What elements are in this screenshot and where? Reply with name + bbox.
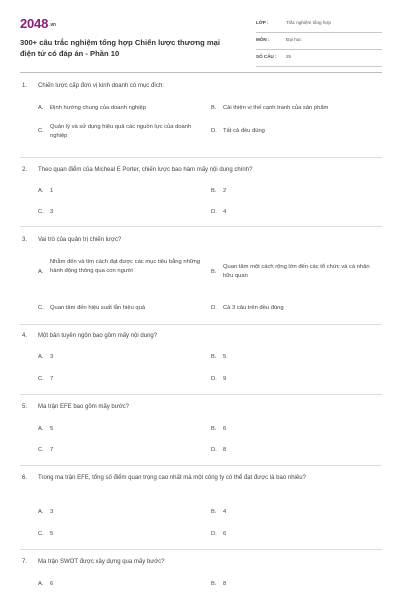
question-4 [20,332,382,394]
option-text: 9 [223,376,227,382]
option-letter: C. [38,305,44,311]
option-text: 2 [223,188,227,194]
question-number: 6. [22,475,28,481]
option-text: Định hướng chung của doanh nghiệp [50,105,146,111]
option-text: 6 [50,581,54,587]
document-meta [256,16,382,67]
option-letter: C. [38,209,44,215]
meta-row-class [256,16,382,33]
site-logo[interactable] [20,16,56,31]
option-letter: A. [38,354,44,360]
meta-row-count [256,50,382,67]
option-text: Quan tâm một cách rộng lớn đến các tổ chức và cá nhân hữu quan [223,264,370,279]
question-1 [20,82,382,158]
option-letter: D. [211,305,217,311]
option-letter: B. [211,581,217,587]
option-letter: D. [211,376,217,382]
question-number: 5. [22,404,28,410]
option-text: 6 [223,426,227,432]
option-letter: A. [38,509,44,515]
question-text: Ma trận EFE bao gồm mấy bước? [38,404,129,410]
question-divider [20,157,382,158]
logo-text: 2048 [20,16,49,31]
option-letter: C. [38,447,44,453]
question-5 [20,403,382,467]
meta-key: MÔN : [256,37,270,42]
option-letter: D. [211,209,217,215]
question-text: Vai trò của quản trị chiến lược? [38,237,122,243]
document-title: 300+ câu trắc nghiệm tổng hợp Chiến lược thương mại điện tử có đáp án - Phần 10 [20,38,220,58]
question-number: 7. [22,559,28,565]
meta-value: 25 [286,54,292,59]
option-text: Nhằm đến và tìm cách đạt được các mục tiêu bằng những hành động thông qua con người [50,259,201,274]
logo-domain: .vn [49,21,56,28]
option-text: 3 [50,209,54,215]
option-letter: C. [38,376,44,382]
option-letter: A. [38,269,44,275]
question-text: Trong ma trận EFE, tổng số điểm quan trọng cao nhất mà một công ty có thể đạt được là bao nhiêu? [38,475,306,481]
option-text: 4 [223,209,227,215]
page-header [20,16,382,76]
question-7 [20,558,382,598]
meta-value: Đại học [286,37,302,42]
option-text: 4 [223,509,227,515]
option-text: 6 [223,531,227,537]
option-text: 3 [50,354,54,360]
option-text: 3 [50,509,54,515]
question-divider [20,226,382,227]
option-text: Tất cả đều đúng [223,128,265,134]
option-text: 1 [50,188,54,194]
option-letter: C. [38,128,44,134]
question-number: 4. [22,333,28,339]
option-text: 8 [223,447,227,453]
question-2 [20,166,382,228]
option-text: 8 [223,581,227,587]
option-text: 5 [50,426,54,432]
option-letter: A. [38,581,44,587]
option-text: 5 [223,354,227,360]
question-divider [20,394,382,395]
question-text: Chiến lược cấp đơn vị kinh doanh có mục đích: [38,83,164,89]
option-text: Quan tâm đến hiệu suất lẫn hiệu quả [50,305,146,311]
option-letter: A. [38,426,44,432]
option-text: 7 [50,376,54,382]
option-letter: B. [211,105,217,111]
option-letter: D. [211,531,217,537]
option-text: Cả 3 câu trên đều đúng [223,305,284,311]
option-letter: B. [211,509,217,515]
meta-value: Trắc nghiệm tổng hợp [286,20,331,25]
meta-key: SỐ CÂU : [256,54,277,59]
question-number: 1. [22,83,28,89]
option-letter: A. [38,105,44,111]
question-text: Ma trận SWOT được xây dựng qua mấy bước? [38,559,165,565]
question-divider [20,465,382,466]
question-6 [20,474,382,550]
question-divider [20,549,382,550]
option-letter: A. [38,188,44,194]
option-text: Quản lý và sử dụng hiệu quả các nguồn lực của doanh nghiệp [50,124,192,139]
option-letter: B. [211,426,217,432]
question-text: Một bản tuyên ngôn bao gồm mấy nội dung? [38,333,158,339]
option-letter: D. [211,447,217,453]
option-text: 7 [50,447,54,453]
option-letter: B. [211,269,217,275]
option-letter: D. [211,128,217,134]
question-number: 3. [22,237,28,243]
option-letter: B. [211,188,217,194]
header-divider [20,72,382,73]
question-text: Theo quan điểm của Micheal E Porter, chiến lược bao hàm mấy nội dung chính? [38,167,253,173]
option-letter: C. [38,531,44,537]
option-letter: B. [211,354,217,360]
meta-row-subject [256,33,382,50]
question-divider [20,324,382,325]
option-text: Cải thiện vị thế cạnh tranh của sản phẩm [223,105,329,111]
option-text: 5 [50,531,54,537]
meta-key: LỚP : [256,20,269,25]
question-3 [20,236,382,332]
question-number: 2. [22,167,28,173]
